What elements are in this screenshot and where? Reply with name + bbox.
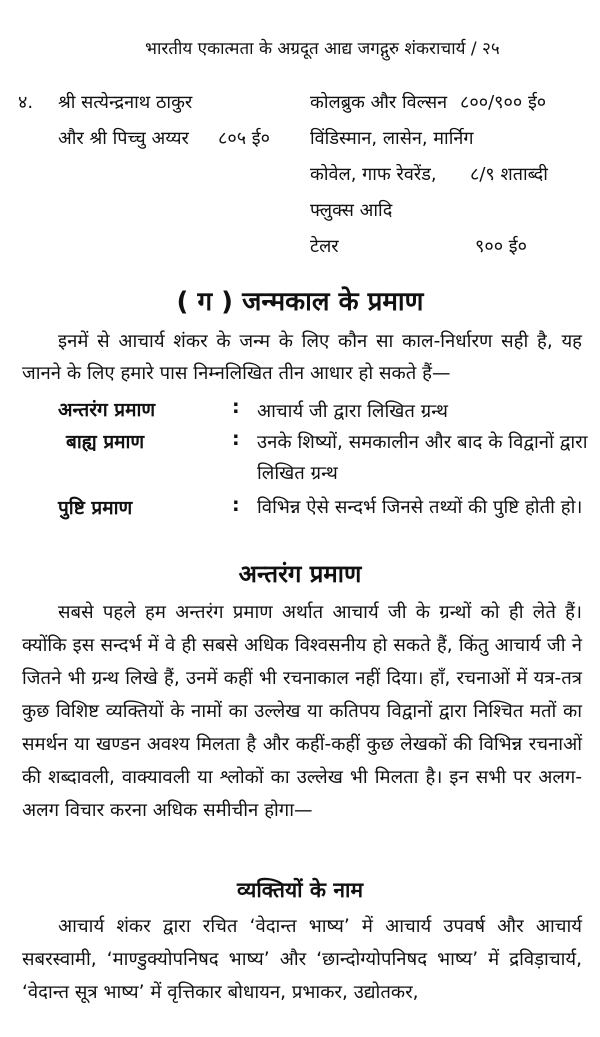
evidence-term: अन्तरंग प्रमाण: [58, 399, 156, 421]
body-paragraph: सबसे पहले हम अन्तरंग प्रमाण अर्थात आचार्य जी के ग्रन्थों को ही लेते हैं। क्योंकि इस सन्दर्भ में वे ही सबसे अधिक विश्वसनीय हो सकते हैं, किंतु आचार्य जी ने जितने भी ग्रन्थ लिखे हैं, उनमें कहीं भी रचनाकाल नहीं दिया। हाँ, रचनाओं में यत्र-तत्र कुछ विशिष्ट व्यक्तियों के नामों का उल्लेख या कतिपय विद्वानों द्वारा निश्चित मतों का समर्थन या खण्डन अवश्य मिलता है और कहीं-कहीं कुछ लेखकों की विभिन्न रचनाओं की शब्दावली, वाक्यावली या श्लोकों का उल्लेख भी मिलता है। इन सभी पर अलग-अलग विचार करना अधिक समीचीन होगा—: [22, 602, 582, 821]
running-head: भारतीय एकात्मता के अग्रदूत आद्य जगद्गुरु शंकराचार्य / २५: [145, 39, 500, 59]
scholar-name: और श्री पिच्चु अय्यर: [58, 128, 189, 149]
scholar-name: कोलब्रुक और विल्सन: [310, 92, 448, 113]
list-number: ४.: [18, 92, 34, 113]
section-heading: ( ग ) जन्मकाल के प्रमाण: [176, 287, 424, 317]
scholar-name: कोवेल, गाफ रेवरेंड,: [310, 164, 437, 185]
evidence-term: बाह्य प्रमाण: [66, 431, 145, 453]
final-paragraph: आचार्य शंकर द्वारा रचित ‘वेदान्त भाष्य’ में आचार्य उपवर्ष और आचार्य सबरस्वामी, ‘माण्डुक्योपनिषद भाष्य’ और ‘छान्दोग्योपनिषद भाष्य’ में द्रविड़ाचार्य, ‘वेदान्त सूत्र भाष्य’ में वृत्तिकार बोधायन, प्रभाकर, उद्योतकर,: [22, 916, 582, 1003]
scholar-date: ८/९ शताब्दी: [470, 164, 548, 185]
scholar-name: श्री सत्येन्द्रनाथ ठाकुर: [58, 92, 193, 113]
subsubheading: व्यक्तियों के नाम: [236, 878, 364, 902]
scholar-date: ८००/९०० ई०: [460, 92, 547, 113]
subheading: अन्तरंग प्रमाण: [238, 560, 362, 588]
colon: :: [232, 396, 240, 418]
evidence-definition: आचार्य जी द्वारा लिखित ग्रन्थ: [257, 401, 449, 422]
intro-paragraph: इनमें से आचार्य शंकर के जन्म के लिए कौन सा काल-निर्धारण सही है, यह जानने के लिए हमारे पास निम्नलिखित तीन आधार हो सकते हैं—: [22, 331, 582, 384]
colon: :: [232, 494, 240, 516]
evidence-definition: उनके शिष्यों, समकालीन और बाद के विद्वानों द्वारा लिखित ग्रन्थ: [257, 432, 588, 484]
evidence-term: पुष्टि प्रमाण: [58, 497, 133, 519]
scholar-date: ८०५ ई०: [218, 128, 270, 149]
scholar-date: ९०० ई०: [475, 236, 527, 257]
scholar-name: टेलर: [310, 236, 339, 257]
scholar-name: फ्लुक्स आदि: [310, 200, 393, 221]
colon: :: [232, 428, 240, 450]
evidence-definition: विभिन्न ऐसे सन्दर्भ जिनसे तथ्यों की पुष्टि होती हो।: [257, 497, 583, 518]
scholar-name: विंडिस्मान, लासेन, मार्निग: [310, 128, 474, 149]
